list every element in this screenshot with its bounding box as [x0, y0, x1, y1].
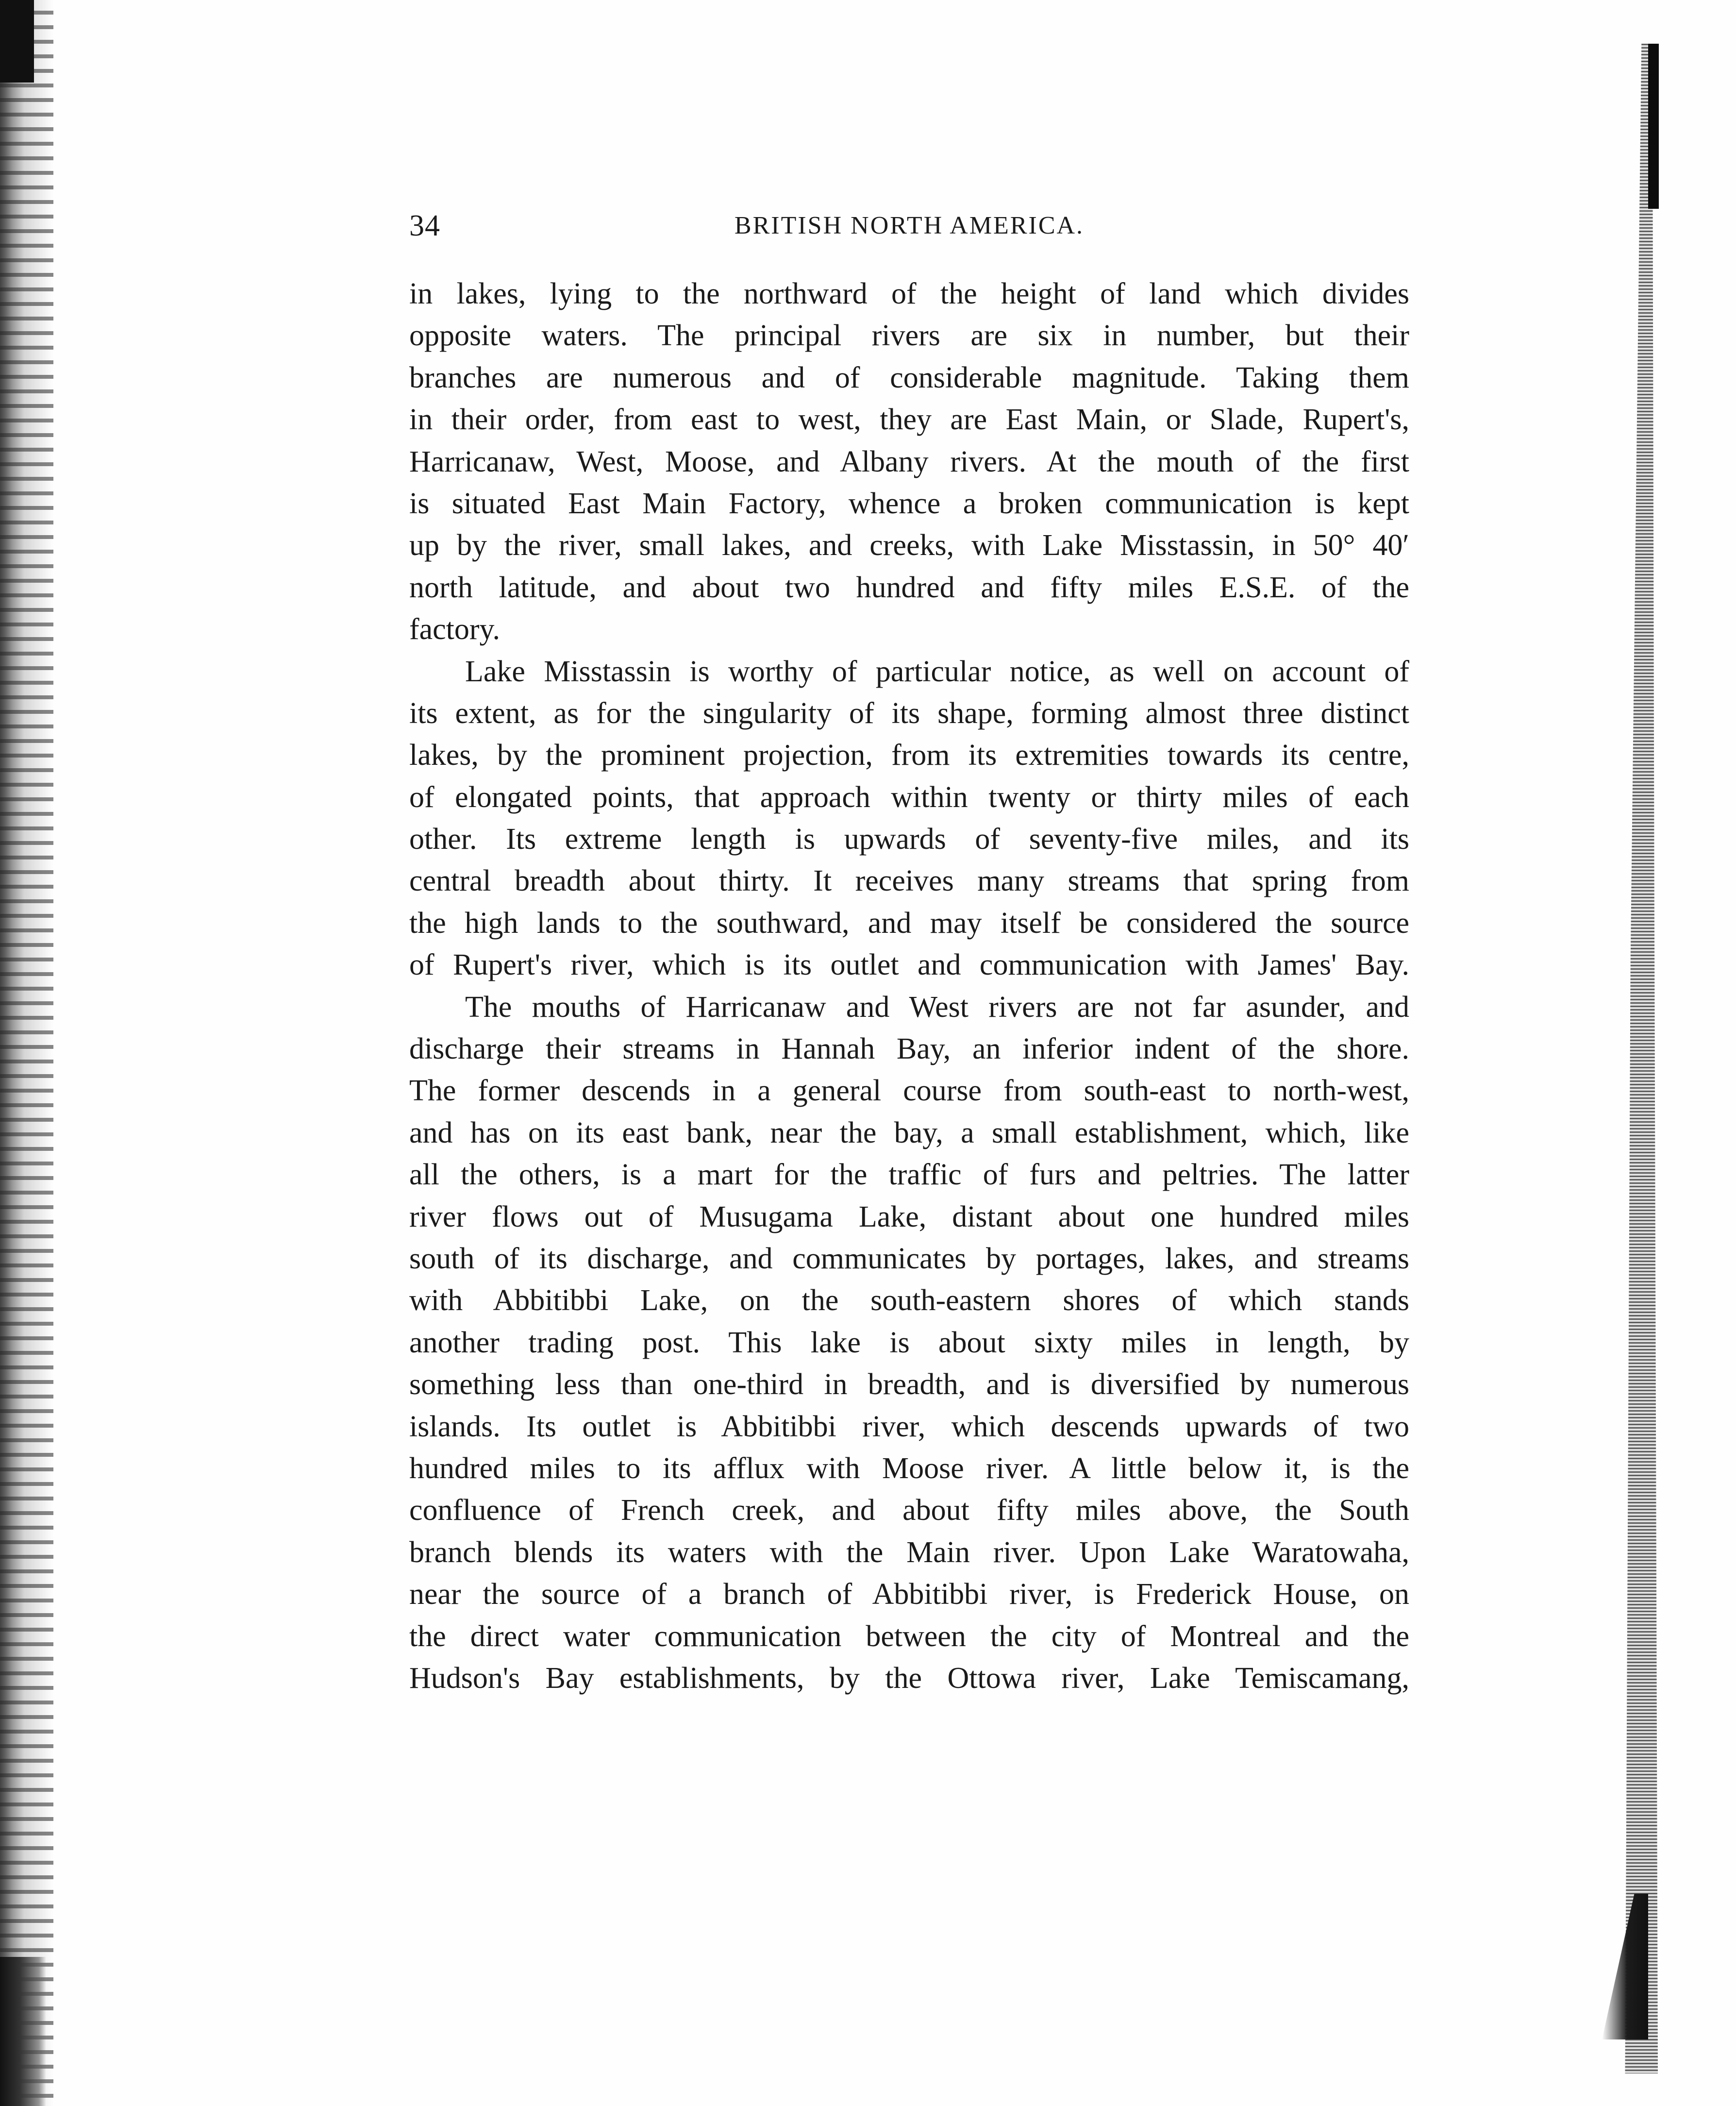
right-edge-shadow-bottom: [1602, 1894, 1648, 2039]
text-line: Harricanaw, West, Moose, and Albany rivers. At the mouth of the first: [409, 445, 1409, 478]
text-line: The former descends in a general course from south-east to north-west,: [409, 1074, 1409, 1108]
text-line: is situated East Main Factory, whence a broken communication is kept: [409, 487, 1409, 520]
text-line: Lake Misstassin is worthy of particular notice, as well on account of: [465, 655, 1409, 688]
text-line: north latitude, and about two hundred and fifty miles E.S.E. of the: [409, 571, 1409, 604]
text-line: in their order, from east to west, they are East Main, or Slade, Rupert's,: [409, 403, 1409, 437]
text-line: river flows out of Musugama Lake, distant about one hundred miles: [409, 1200, 1409, 1233]
text-line: and has on its east bank, near the bay, a small establishment, which, like: [409, 1116, 1409, 1149]
text-line: factory.: [409, 613, 501, 646]
text-line: south of its discharge, and communicates by portages, lakes, and streams: [409, 1242, 1409, 1275]
text-line: of elongated points, that approach within twenty or thirty miles of each: [409, 780, 1409, 814]
text-line: up by the river, small lakes, and creeks, with Lake Misstassin, in 50° 40′: [409, 529, 1409, 562]
left-binding-shadow: [0, 0, 53, 2106]
left-binding-shadow-top: [0, 0, 34, 83]
text-line: something less than one-third in breadth, and is diversified by numerous: [409, 1368, 1409, 1401]
text-line: its extent, as for the singularity of its shape, forming almost three distinct: [409, 696, 1409, 730]
left-binding-shadow-bottom: [0, 1957, 46, 2106]
text-line: Hudson's Bay establishments, by the Ottowa river, Lake Temiscamang,: [409, 1661, 1409, 1695]
text-line: with Abbitibbi Lake, on the south-eastern shores of which stands: [409, 1284, 1409, 1317]
text-line: islands. Its outlet is Abbitibbi river, which descends upwards of two: [409, 1410, 1409, 1443]
text-line: the high lands to the southward, and may itself be considered the source: [409, 906, 1409, 940]
text-line: all the others, is a mart for the traffic of furs and peltries. The latter: [409, 1158, 1409, 1192]
page-number: 34: [409, 209, 440, 242]
text-line: opposite waters. The principal rivers are six in number, but their: [409, 319, 1409, 353]
body-text: [409, 273, 1409, 1699]
text-line: discharge their streams in Hannah Bay, an inferior indent of the shore.: [409, 1032, 1409, 1066]
running-head: BRITISH NORTH AMERICA.: [734, 212, 1085, 239]
text-line: in lakes, lying to the northward of the height of land which divides: [409, 277, 1409, 310]
text-line: branches are numerous and of considerable magnitude. Taking them: [409, 361, 1409, 394]
right-edge-shadow-top: [1648, 44, 1659, 209]
text-line: confluence of French creek, and about fifty miles above, the South: [409, 1494, 1409, 1527]
text-line: The mouths of Harricanaw and West rivers are not far asunder, and: [465, 990, 1409, 1024]
page-header: [409, 204, 1409, 248]
text-line: near the source of a branch of Abbitibbi river, is Frederick House, on: [409, 1578, 1409, 1611]
right-edge-shadow: [1621, 44, 1658, 2073]
text-line: central breadth about thirty. It receives many streams that spring from: [409, 864, 1409, 898]
text-line: branch blends its waters with the Main river. Upon Lake Waratowaha,: [409, 1535, 1409, 1569]
text-line: of Rupert's river, which is its outlet and communication with James' Bay.: [409, 948, 1409, 982]
text-line: other. Its extreme length is upwards of seventy-five miles, and its: [409, 823, 1409, 856]
text-line: lakes, by the prominent projection, from its extremities towards its centre,: [409, 739, 1409, 772]
text-line: the direct water communication between the city of Montreal and the: [409, 1619, 1409, 1653]
text-line: hundred miles to its afflux with Moose river. A little below it, is the: [409, 1451, 1409, 1485]
text-line: another trading post. This lake is about sixty miles in length, by: [409, 1326, 1409, 1359]
